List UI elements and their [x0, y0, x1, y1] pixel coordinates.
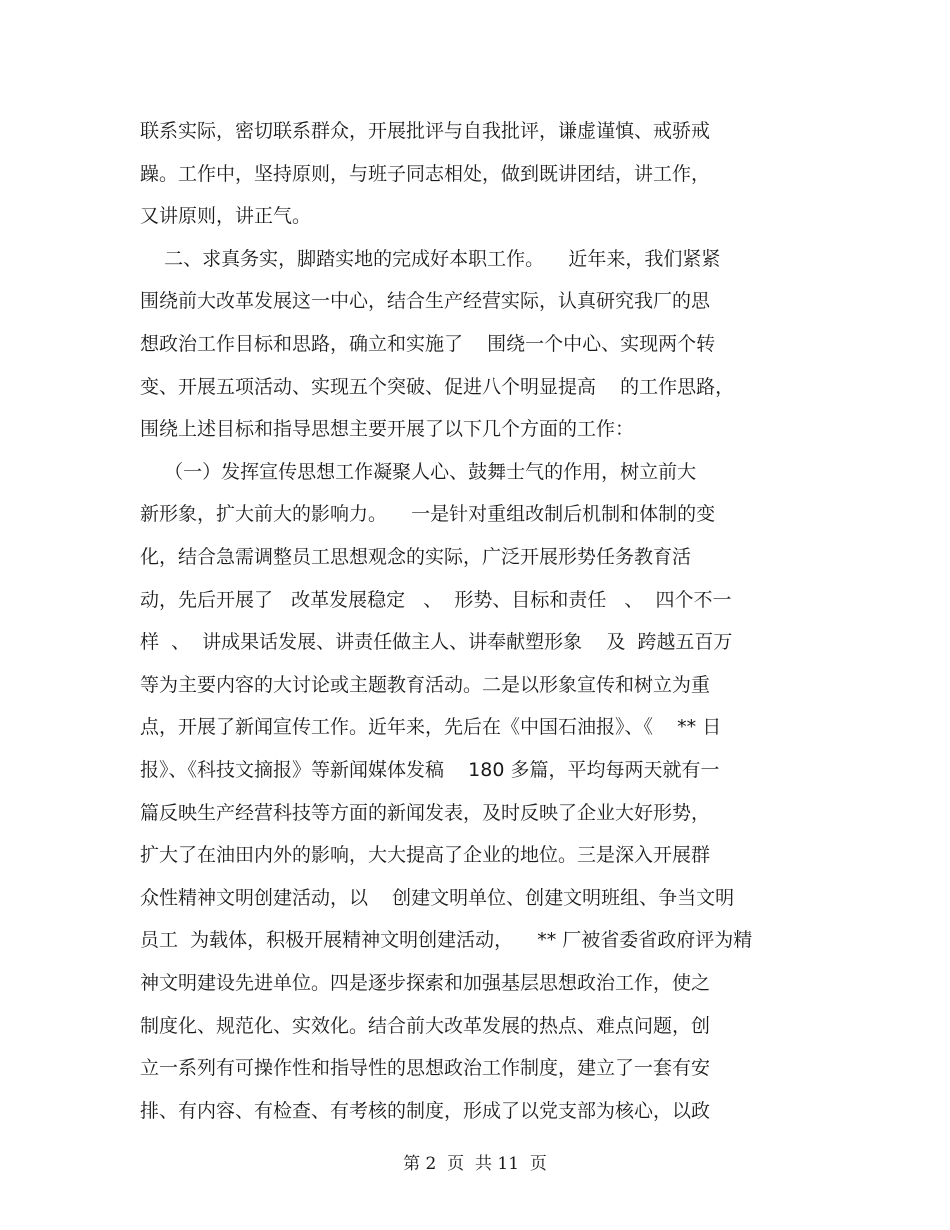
text-line: 二、求真务实，脚踏实地的完成好本职工作。 近年来，我们紧紧	[140, 248, 721, 270]
text-line: 员工 为载体，积极开展精神文明创建活动， ** 厂被省委省政府评为精	[140, 929, 753, 951]
text-line: 化，结合急需调整员工思想观念的实际，广泛开展形势任务教育活	[140, 546, 692, 568]
text-line: 报》、《科技文摘报》等新闻媒体发稿 180 多篇，平均每两天就有一	[140, 759, 720, 781]
text-line: 动，先后开展了 改革发展稳定 、 形势、目标和责任 、 四个不一	[140, 589, 732, 611]
text-line: 篇反映生产经营科技等方面的新闻发表，及时反映了企业大好形势，	[140, 802, 711, 824]
text-line: 样 、 讲成果话发展、讲责任做主人、讲奉献塑形象 及 跨越五百万	[140, 631, 733, 653]
text-line: 联系实际，密切联系群众，开展批评与自我批评，谦虚谨慎、戒骄戒	[140, 120, 711, 142]
text-line: 扩大了在油田内外的影响，大大提高了企业的地位。三是深入开展群	[140, 844, 711, 866]
text-line: 众性精神文明创建活动，以 创建文明单位、创建文明班组、争当文明	[140, 887, 735, 909]
text-line: 等为主要内容的大讨论或主题教育活动。二是以形象宣传和树立为重	[140, 674, 711, 696]
page-footer: 第 2 页 共 11 页	[403, 1154, 547, 1174]
text-line: （一）发挥宣传思想工作凝聚人心、鼓舞士气的作用，树立前大	[140, 461, 697, 483]
text-line: 围绕前大改革发展这一中心，结合生产经营实际，认真研究我厂的思	[140, 290, 711, 312]
text-line: 点，开展了新闻宣传工作。近年来，先后在《中国石油报》、《 ** 日	[140, 716, 722, 738]
text-line: 又讲原则，讲正气。	[140, 205, 312, 227]
text-line: 躁。工作中，坚持原则，与班子同志相处，做到既讲团结，讲工作，	[140, 163, 711, 185]
text-line: 围绕上述目标和指导思想主要开展了以下几个方面的工作：	[140, 418, 635, 440]
text-line: 想政治工作目标和思路，确立和实施了 围绕一个中心、实现两个转	[140, 333, 716, 355]
text-line: 神文明建设先进单位。四是逐步探索和加强基层思想政治工作，使之	[140, 972, 711, 994]
text-line: 新形象，扩大前大的影响力。 一是针对重组改制后机制和体制的变	[140, 503, 716, 525]
text-line: 制度化、规范化、实效化。结合前大改革发展的热点、难点问题，创	[140, 1015, 711, 1037]
text-line: 立一系列有可操作性和指导性的思想政治工作制度，建立了一套有安	[140, 1057, 711, 1079]
text-line: 排、有内容、有检查、有考核的制度，形成了以党支部为核心，以政	[140, 1100, 711, 1122]
text-line: 变、开展五项活动、实现五个突破、促进八个明显提高 的工作思路，	[140, 376, 735, 398]
